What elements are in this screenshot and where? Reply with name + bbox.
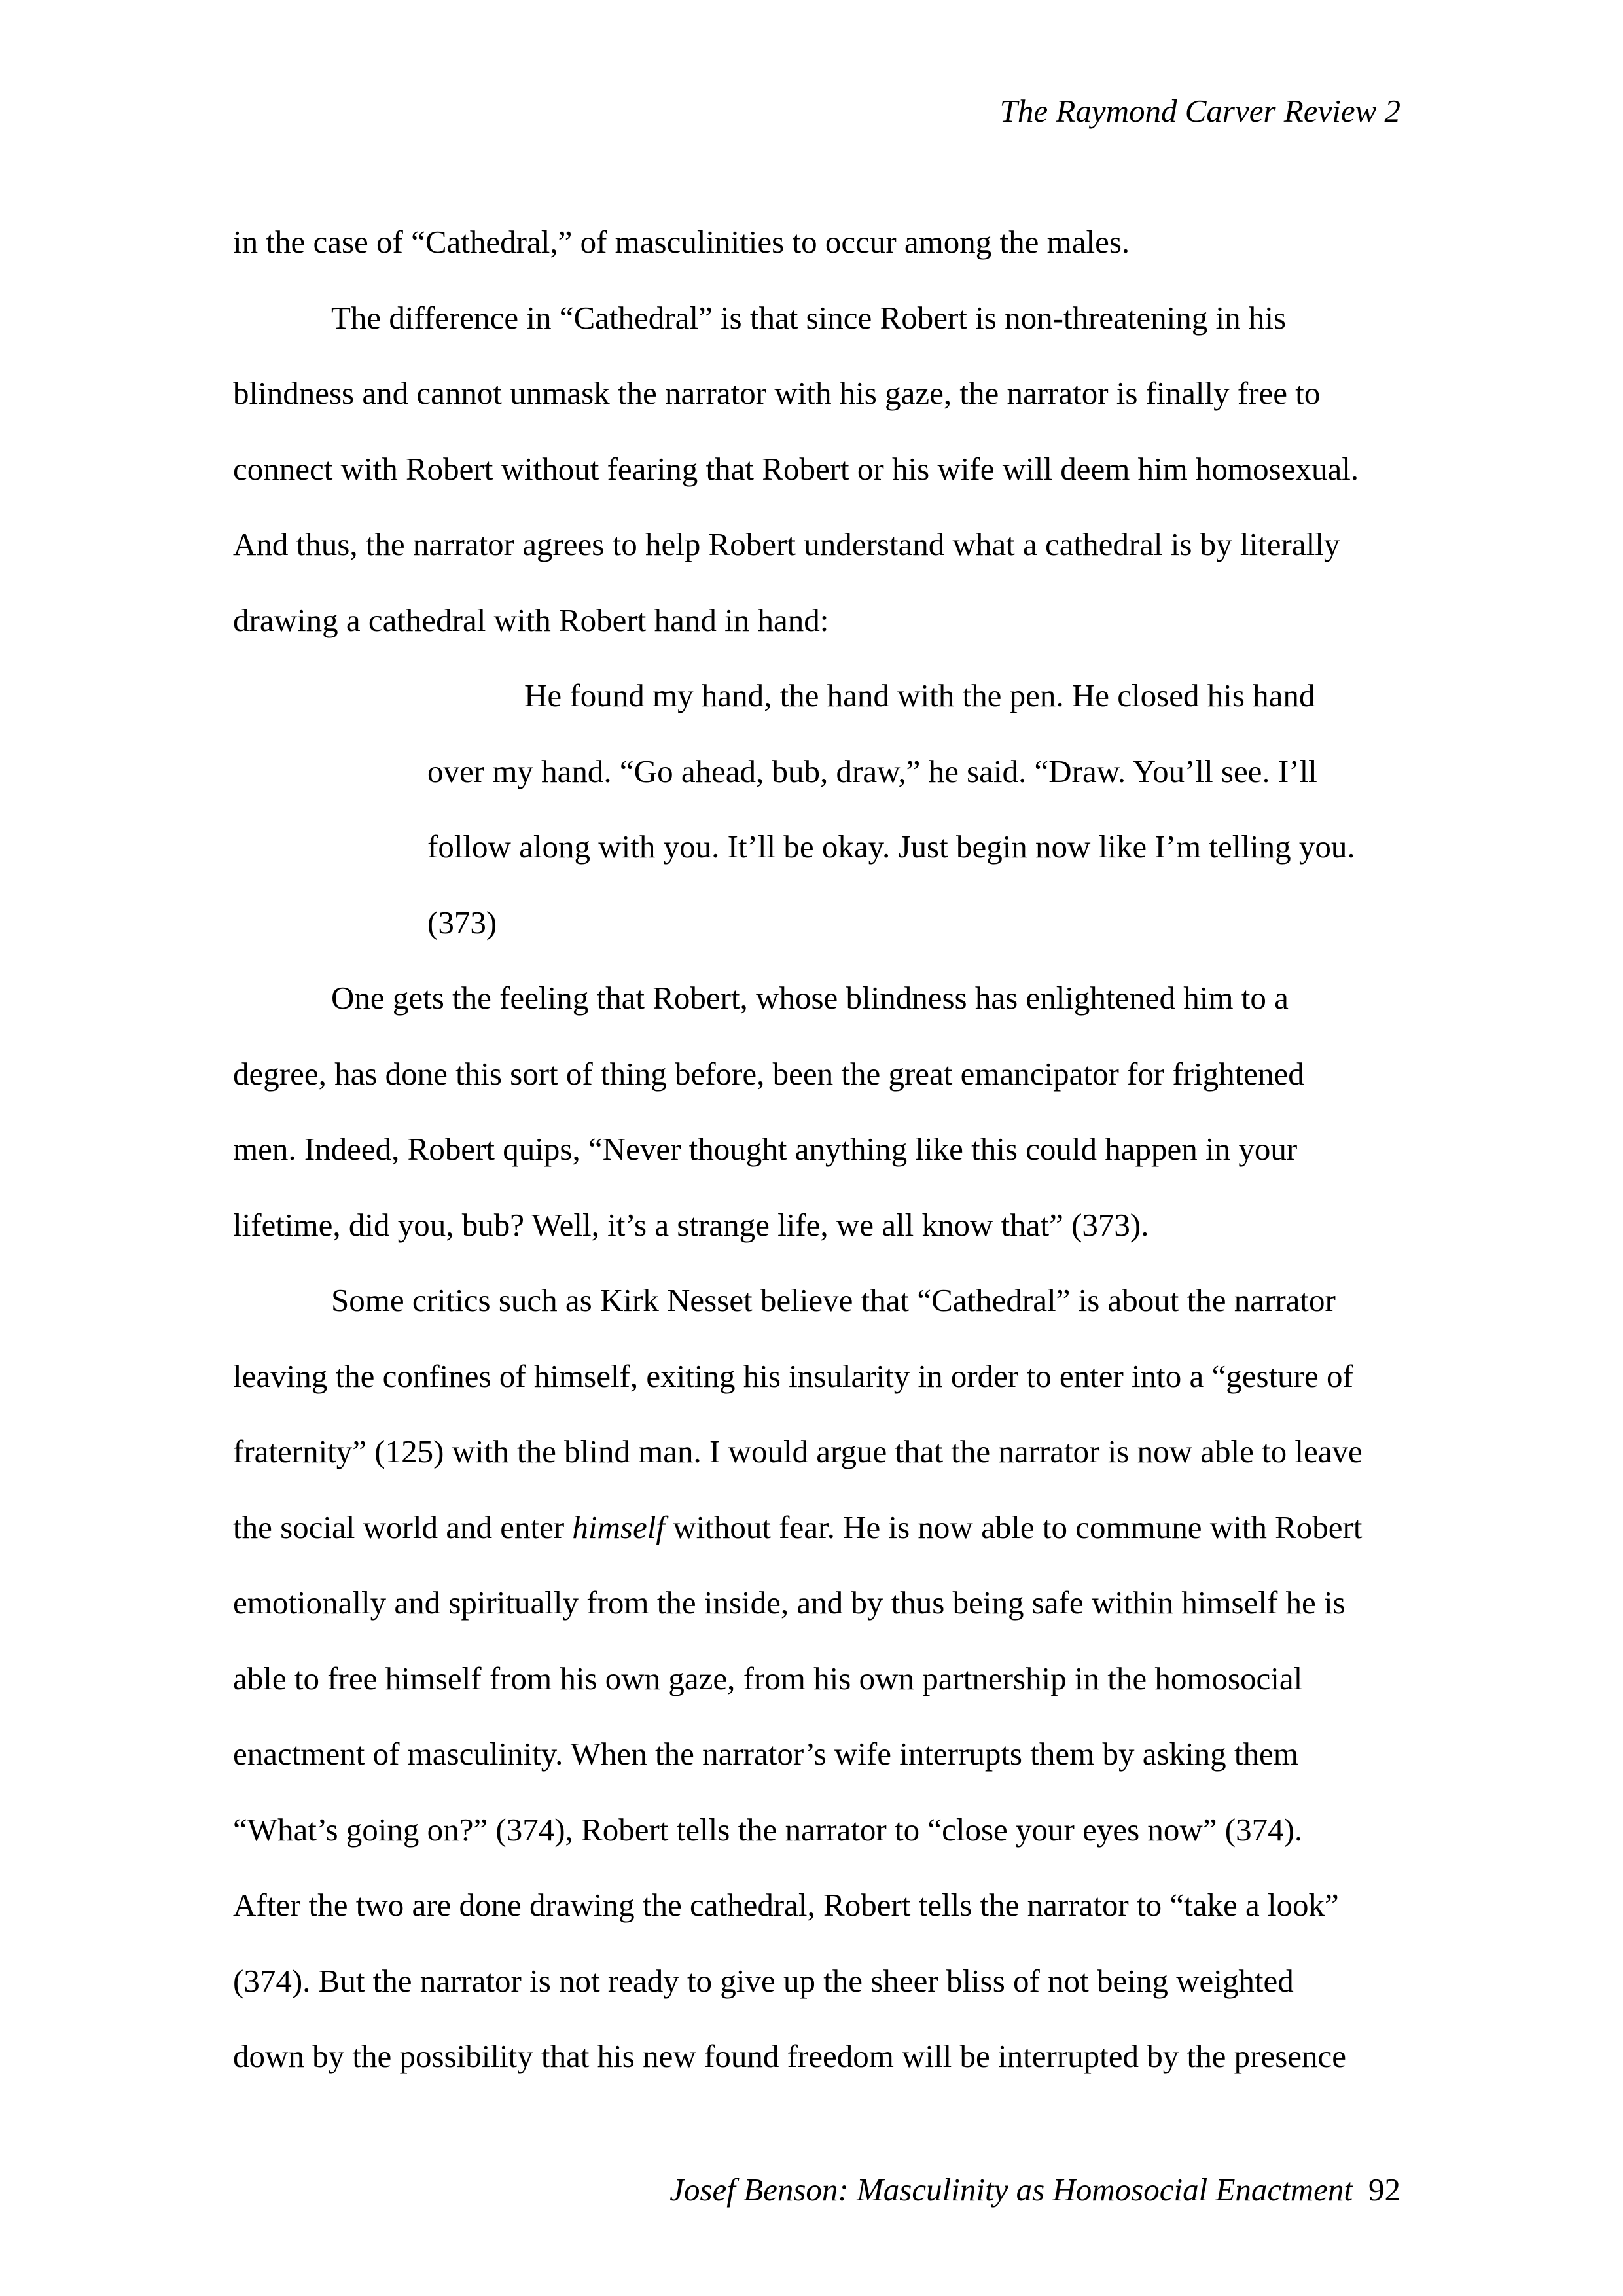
block-quote (427, 658, 1404, 960)
text-line: blindness and cannot unmask the narrator with his gaze, the narrator is finally free to (233, 375, 1321, 411)
page-number: 92 (1368, 2172, 1400, 2208)
text-line: men. Indeed, Robert quips, “Never thought anything like this could happen in your (233, 1131, 1298, 1167)
text-run: the social world and enter (233, 1509, 573, 1545)
text-line: And thus, the narrator agrees to help Robert understand what a cathedral is by literally (233, 526, 1340, 562)
text-line: connect with Robert without fearing that Robert or his wife will deem him homosexual. (233, 450, 1359, 487)
text-line: down by the possibility that his new found freedom will be interrupted by the presence (233, 2038, 1347, 2074)
text-line: leaving the confines of himself, exiting his insularity in order to enter into a “gesture of (233, 1357, 1353, 1394)
text-line: fraternity” (125) with the blind man. I would argue that the narrator is now able to leave (233, 1433, 1363, 1469)
paragraph-difference (233, 280, 1404, 658)
text-line: enactment of masculinity. When the narrator’s wife interrupts them by asking them (233, 1736, 1298, 1772)
text-run: without fear. He is now able to commune with Robert (664, 1509, 1363, 1545)
running-footer (669, 2170, 1400, 2210)
text-line: (374). But the narrator is not ready to give up the sheer bliss of not being weighted (233, 1962, 1294, 1999)
emphasis-himself: himself (572, 1509, 665, 1545)
text-line: After the two are done drawing the cathedral, Robert tells the narrator to “take a look” (233, 1887, 1339, 1923)
paragraph-critics (233, 1263, 1404, 2094)
text-line: The difference in “Cathedral” is that since Robert is non-threatening in his (331, 299, 1287, 336)
quote-line: He found my hand, the hand with the pen. He closed his hand (524, 677, 1315, 713)
article-body (233, 204, 1404, 2094)
text-line: lifetime, did you, bub? Well, it’s a strange life, we all know that” (373). (233, 1206, 1149, 1243)
footer-author-title: Josef Benson: Masculinity as Homosocial Enactment (669, 2172, 1353, 2208)
quote-citation: (373) (427, 904, 497, 941)
text-line: able to free himself from his own gaze, from his own partnership in the homosocial (233, 1660, 1303, 1696)
text-line: emotionally and spiritually from the inside, and by thus being safe within himself he is (233, 1585, 1346, 1621)
paragraph-continued (233, 204, 1404, 280)
text-line: “What’s going on?” (374), Robert tells the narrator to “close your eyes now” (374). (233, 1811, 1303, 1848)
quote-line: over my hand. “Go ahead, bub, draw,” he said. “Draw. You’ll see. I’ll (427, 753, 1317, 789)
quote-line: follow along with you. It’ll be okay. Just begin now like I’m telling you. (427, 829, 1355, 865)
paragraph-emancipator (233, 960, 1404, 1263)
text-line: drawing a cathedral with Robert hand in hand: (233, 601, 829, 638)
running-header: The Raymond Carver Review 2 (999, 93, 1400, 129)
text-line: Some critics such as Kirk Nesset believe that “Cathedral” is about the narrator (331, 1282, 1336, 1318)
text-line: in the case of “Cathedral,” of masculinities to occur among the males. (233, 224, 1130, 260)
text-line (233, 1490, 1404, 1566)
text-line: degree, has done this sort of thing before, been the great emancipator for frightened (233, 1055, 1304, 1092)
text-line: One gets the feeling that Robert, whose blindness has enlightened him to a (331, 980, 1289, 1016)
